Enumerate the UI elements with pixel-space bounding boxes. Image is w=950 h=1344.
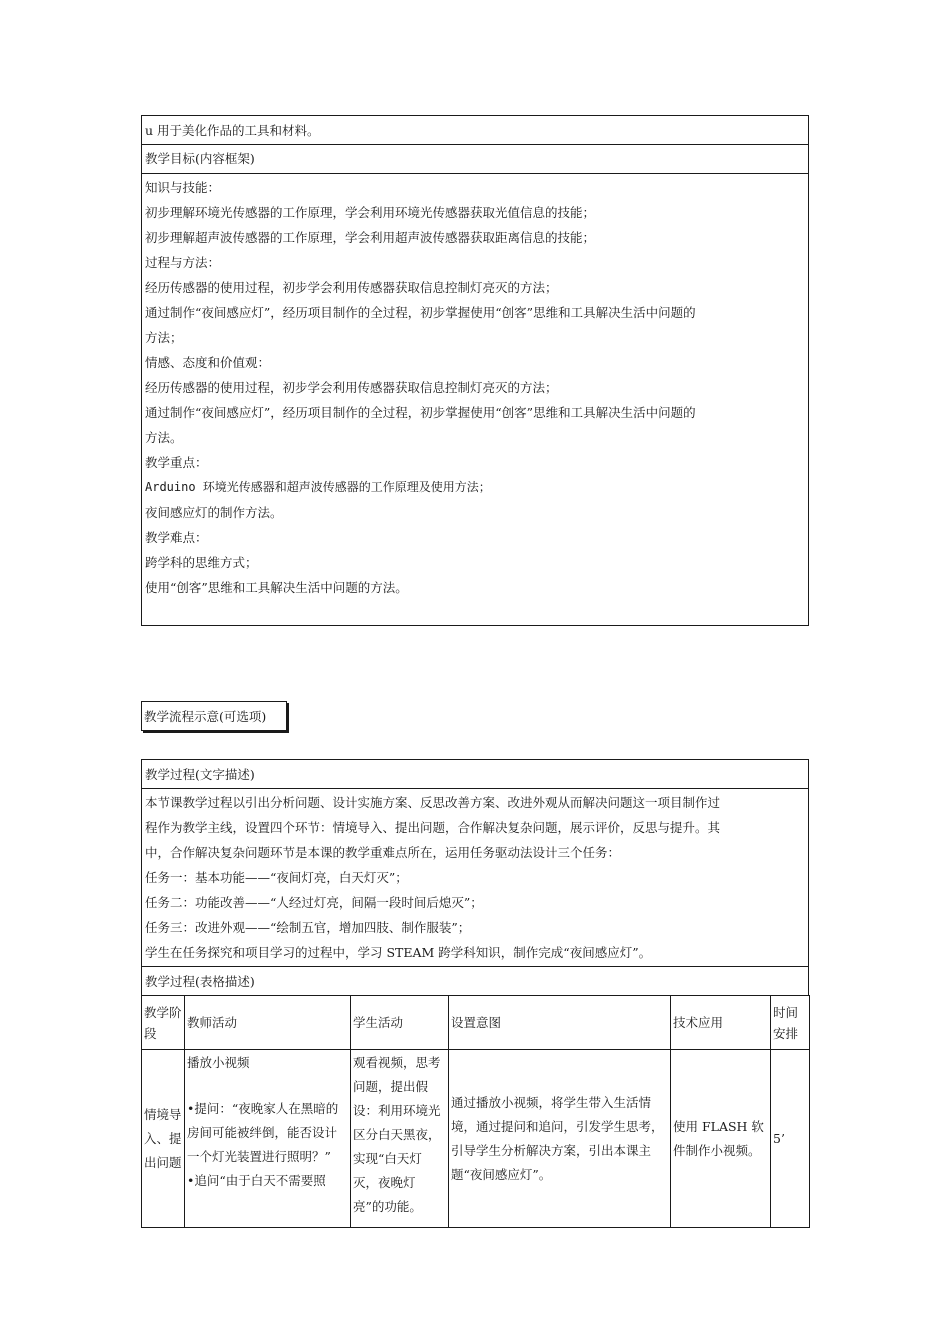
teacher-activity-1: 播放小视频 xyxy=(187,1055,250,1070)
flow-label-box xyxy=(141,701,287,731)
process-text-header-row xyxy=(141,759,809,789)
table-row xyxy=(142,1050,810,1228)
column-header: 时间安排 xyxy=(771,996,810,1050)
teacher-activity-3: •追问“由于白天不需要照 xyxy=(187,1173,326,1188)
teacher-activity-cell xyxy=(185,1050,351,1228)
objective-line: Arduino 环境光传感器和超声波传感器的工作原理及使用方法； xyxy=(145,480,491,494)
objective-line: 情感、态度和价值观： xyxy=(145,355,271,370)
process-line: 任务二：功能改善——“人经过灯亮，间隔一段时间后熄灭”； xyxy=(145,895,483,910)
process-text-header: 教学过程(文字描述) xyxy=(145,767,255,782)
objective-line: 经历传感器的使用过程，初步学会利用传感器获取信息控制灯亮灭的方法； xyxy=(145,380,558,395)
objectives-header-row xyxy=(141,144,809,174)
objective-line: 过程与方法： xyxy=(145,255,221,270)
process-line: 中，合作解决复杂问题环节是本课的教学重难点所在，运用任务驱动法设计三个任务： xyxy=(145,845,621,860)
column-header: 设置意图 xyxy=(449,996,671,1050)
materials-text: u 用于美化作品的工具和材料。 xyxy=(145,123,320,138)
column-header: 学生活动 xyxy=(351,996,449,1050)
column-header: 教学阶段 xyxy=(142,996,185,1050)
process-text-content xyxy=(141,789,809,967)
process-table-header: 教学过程(表格描述) xyxy=(145,974,255,989)
objectives-content xyxy=(141,174,809,626)
objective-line: 经历传感器的使用过程，初步学会利用传感器获取信息控制灯亮灭的方法； xyxy=(145,280,558,295)
flow-label: 教学流程示意(可选项) xyxy=(144,709,267,724)
objective-line: 教学难点： xyxy=(145,530,208,545)
column-header: 教师活动 xyxy=(185,996,351,1050)
objective-line: 使用“创客”思维和工具解决生活中问题的方法。 xyxy=(145,580,408,595)
objectives-header: 教学目标(内容框架) xyxy=(145,151,255,166)
teacher-activity-2: •提问：“夜晚家人在黑暗的房间可能被绊倒，能否设计一个灯光装置进行照明？” xyxy=(187,1101,339,1164)
objective-line: 方法； xyxy=(145,330,183,345)
process-line: 程作为教学主线，设置四个环节：情境导入、提出问题，合作解决复杂问题，展示评价，反思与提升。其 xyxy=(145,820,721,835)
objective-line: 方法。 xyxy=(145,430,183,445)
objective-line: 跨学科的思维方式； xyxy=(145,555,258,570)
objective-line: 夜间感应灯的制作方法。 xyxy=(145,505,283,520)
intent-cell: 通过播放小视频，将学生带入生活情境，通过提问和追问，引发学生思考，引导学生分析解决方案，引出本课主题“夜间感应灯”。 xyxy=(449,1050,671,1228)
objective-line: 知识与技能： xyxy=(145,180,221,195)
tech-cell: 使用 FLASH 软件制作小视频。 xyxy=(671,1050,771,1228)
process-line: 本节课教学过程以引出分析问题、设计实施方案、反思改善方案、改进外观从而解决问题这一项目制作过 xyxy=(145,795,721,810)
objective-line: 通过制作“夜间感应灯”，经历项目制作的全过程，初步掌握使用“创客”思维和工具解决生活中问题的 xyxy=(145,405,696,420)
process-line: 学生在任务探究和项目学习的过程中，学习 STEAM 跨学科知识，制作完成“夜间感应灯”。 xyxy=(145,945,652,960)
process-line: 任务三：改进外观——“绘制五官，增加四肢、制作服装”； xyxy=(145,920,471,935)
objective-line: 教学重点： xyxy=(145,455,208,470)
time-cell: 5’ xyxy=(771,1050,810,1228)
materials-row xyxy=(141,115,809,145)
table-header-row xyxy=(142,996,810,1050)
objective-line: 初步理解环境光传感器的工作原理，学会利用环境光传感器获取光值信息的技能； xyxy=(145,205,596,220)
process-table xyxy=(141,995,810,1228)
student-activity-cell: 观看视频，思考问题，提出假设：利用环境光区分白天黑夜，实现“白天灯灭，夜晚灯亮”的功能。 xyxy=(351,1050,449,1228)
process-line: 任务一：基本功能——“夜间灯亮，白天灯灭”； xyxy=(145,870,408,885)
column-header: 技术应用 xyxy=(671,996,771,1050)
process-table-header-row xyxy=(141,966,809,996)
objective-line: 通过制作“夜间感应灯”，经历项目制作的全过程，初步掌握使用“创客”思维和工具解决生活中问题的 xyxy=(145,305,696,320)
stage-cell: 情境导入、提出问题 xyxy=(142,1050,185,1228)
objective-line: 初步理解超声波传感器的工作原理，学会利用超声波传感器获取距离信息的技能； xyxy=(145,230,596,245)
